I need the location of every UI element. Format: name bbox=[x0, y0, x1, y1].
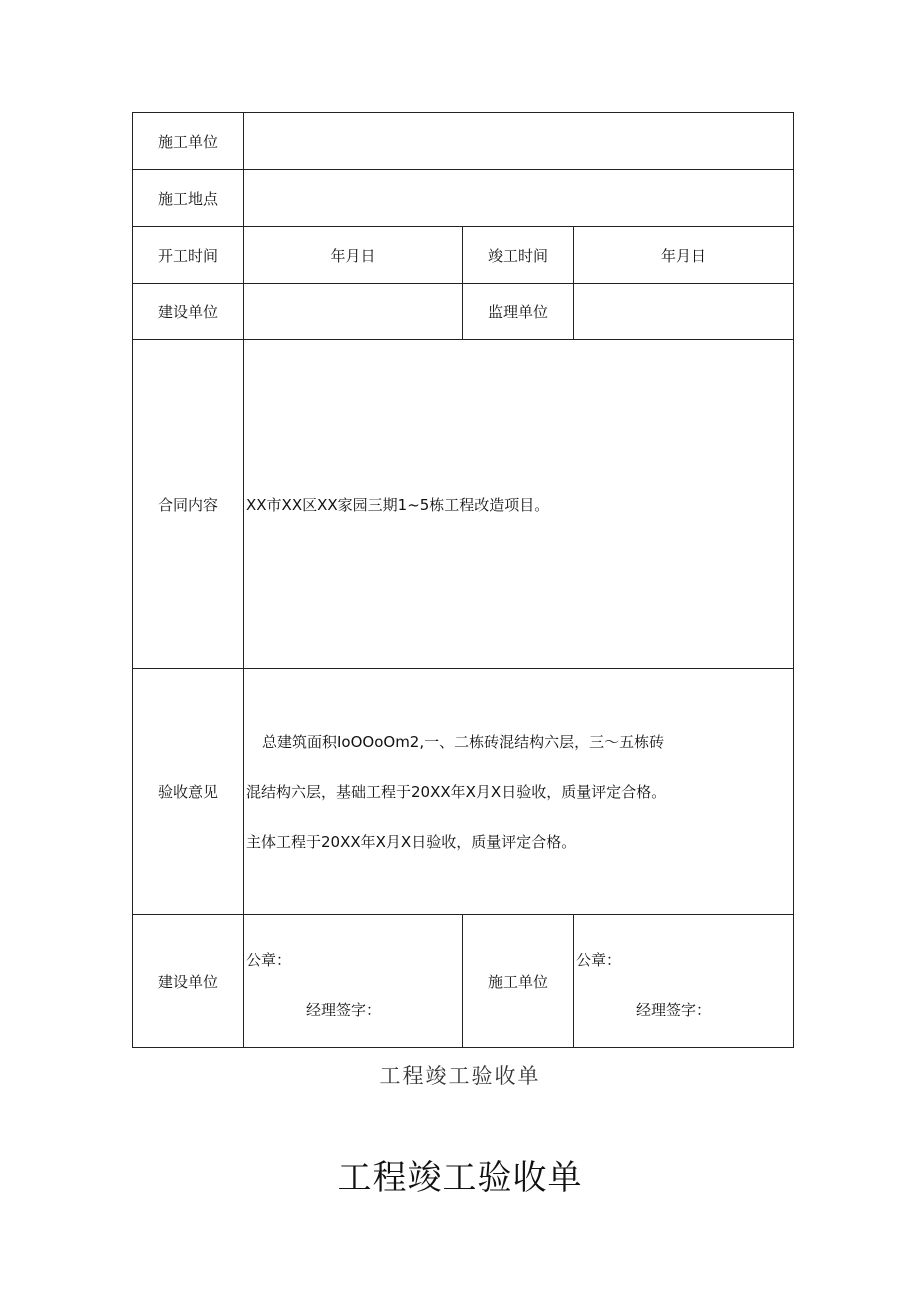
builder-seal-label: 公章： bbox=[576, 951, 622, 969]
acceptance-label: 验收意见 bbox=[133, 669, 244, 915]
row-construction-unit bbox=[133, 113, 794, 170]
contract-label: 合同内容 bbox=[133, 340, 244, 669]
acceptance-line: 混结构六层，基础工程于20XX年X月X日验收，质量评定合格。 bbox=[246, 782, 667, 801]
sign-builder-label: 施工单位 bbox=[463, 915, 574, 1048]
row-signatures bbox=[133, 915, 794, 1048]
row-construction-site bbox=[133, 170, 794, 227]
sign-owner-label: 建设单位 bbox=[133, 915, 244, 1048]
construction-site-field[interactable] bbox=[244, 170, 794, 227]
owner-seal-label: 公章： bbox=[246, 951, 292, 969]
owner-unit-field[interactable] bbox=[244, 284, 463, 340]
acceptance-line: 总建筑面积IoOOoOm2,一、二栋砖混结构六层，三～五栋砖 bbox=[262, 732, 665, 751]
row-units bbox=[133, 284, 794, 340]
acceptance-line: 主体工程于20XX年X月X日验收，质量评定合格。 bbox=[246, 832, 577, 851]
owner-unit-label: 建设单位 bbox=[133, 284, 244, 340]
completion-time-label: 竣工时间 bbox=[463, 227, 574, 284]
completion-time-field[interactable]: 年月日 bbox=[574, 227, 794, 284]
owner-signature-cell[interactable] bbox=[244, 915, 463, 1048]
supervision-unit-label: 监理单位 bbox=[463, 284, 574, 340]
owner-manager-sign-label: 经理签字： bbox=[306, 1001, 382, 1019]
document-title: 工程竣工验收单 bbox=[337, 1158, 583, 1198]
supervision-unit-field[interactable] bbox=[574, 284, 794, 340]
builder-manager-sign-label: 经理签字： bbox=[636, 1001, 712, 1019]
row-contract bbox=[133, 340, 794, 669]
construction-site-label: 施工地点 bbox=[133, 170, 244, 227]
acceptance-opinion bbox=[244, 669, 794, 915]
contract-content: XX市XX区XX家园三期1~5栋工程改造项目。 bbox=[244, 340, 794, 669]
construction-unit-field[interactable] bbox=[244, 113, 794, 170]
construction-unit-label: 施工单位 bbox=[133, 113, 244, 170]
row-dates bbox=[133, 227, 794, 284]
document-caption: 工程竣工验收单 bbox=[379, 1064, 541, 1088]
row-acceptance bbox=[133, 669, 794, 915]
acceptance-form-table bbox=[132, 112, 794, 1048]
builder-signature-cell[interactable] bbox=[574, 915, 794, 1048]
start-time-field[interactable]: 年月日 bbox=[244, 227, 463, 284]
start-time-label: 开工时间 bbox=[133, 227, 244, 284]
